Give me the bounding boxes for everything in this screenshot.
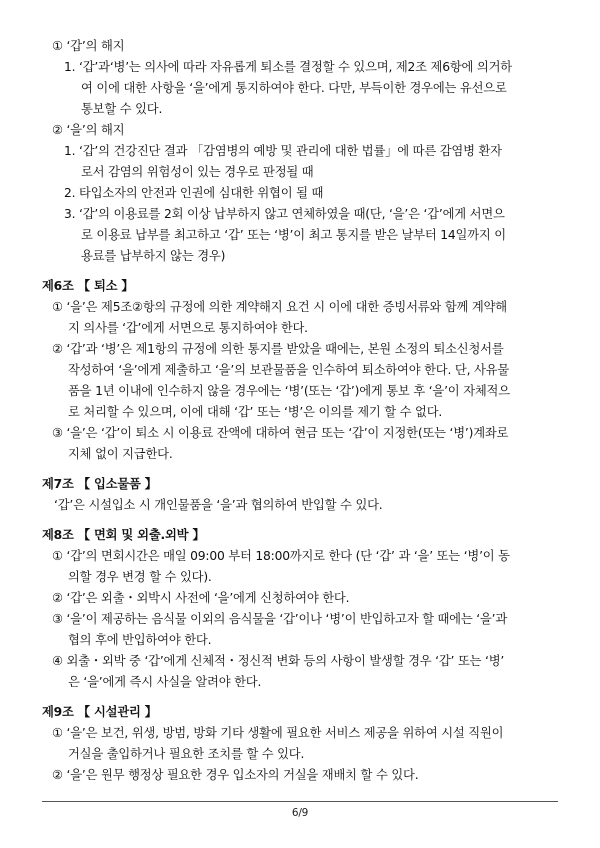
article-9-p1-line-1: ① ‘을’은 보건, 위생, 방범, 방화 기타 생활에 필요한 서비스 제공을 위하여 시설 직원이 xyxy=(52,726,504,740)
page-number: 6/9 xyxy=(291,807,309,819)
item-1-title: ① ‘갑’의 해지 xyxy=(52,39,125,53)
item-2-sub-2: 2. 타입소자의 안전과 인권에 심대한 위협이 될 때 xyxy=(64,186,324,200)
article-9-p2: ② ‘을’은 원무 행정상 필요한 경우 입소자의 거실을 재배치 할 수 있다. xyxy=(52,768,419,782)
article-6-p1-line-1: ① ‘을’은 제5조②항의 규정에 의한 계약해지 요건 시 이에 대한 증빙서류와 함께 계약해 xyxy=(52,300,507,314)
article-8-p1-line-2: 의할 경우 변경 할 수 있다). xyxy=(68,570,212,584)
item-2-sub-3-line-1: 3. ‘갑’의 이용료를 2회 이상 납부하지 않고 연체하였을 때(단, ‘을’은 ‘갑’에게 서면으 xyxy=(64,207,505,221)
article-9-heading: 제9조 【 시설관리 】 xyxy=(42,705,157,719)
item-1-sub-1-line-2: 여 이에 대한 사항을 ‘을’에게 통지하여야 한다. 다만, 부득이한 경우에는 유선으로 xyxy=(81,81,507,95)
article-6-p3-line-1: ③ ‘을’은 ‘갑’이 퇴소 시 이용료 잔액에 대하여 현금 또는 ‘갑’이 지정한(또는 ‘병’)계좌로 xyxy=(52,426,509,440)
footer-rule xyxy=(42,801,558,802)
item-2-sub-3-line-2: 로 이용료 납부를 최고하고 ‘갑’ 또는 ‘병’이 최고 통지를 받은 날부터 14일까지 이 xyxy=(81,228,506,242)
article-6-p2-line-1: ② ‘갑’과 ‘병’은 제1항의 규정에 의한 통지를 받았을 때에는, 본원 소정의 퇴소신청서를 xyxy=(52,342,504,356)
item-2-sub-1-line-2: 로서 감염의 위험성이 있는 경우로 판정될 때 xyxy=(81,165,314,179)
article-6-p2-line-3: 품을 1년 이내에 인수하지 않을 경우에는 ‘병’(또는 ‘갑’)에게 통보 후 ‘을’이 자체적으 xyxy=(68,384,510,398)
article-7-p1: ‘갑’은 시설입소 시 개인물품을 ‘을’과 협의하여 반입할 수 있다. xyxy=(54,498,383,512)
article-8-p1-line-1: ① ‘갑’의 면회시간은 매일 09:00 부터 18:00까지로 한다 (단 ‘갑’ 과 ‘을’ 또는 ‘병’이 동 xyxy=(52,549,510,563)
article-8-heading: 제8조 【 면회 및 외출.외박 】 xyxy=(42,528,205,542)
article-8-p4-line-1: ④ 외출・외박 중 ‘갑’에게 신체적・정신적 변화 등의 사항이 발생할 경우 ‘갑’ 또는 ‘병’ xyxy=(52,654,505,668)
item-1-sub-1-line-3: 통보할 수 있다. xyxy=(81,102,163,116)
item-2-sub-1-line-1: 1. ‘갑’의 건강진단 결과 「감염병의 예방 및 관리에 대한 법률」에 따른 감염병 환자 xyxy=(64,144,502,158)
article-7-heading: 제7조 【 입소물품 】 xyxy=(42,477,157,491)
item-2-sub-3-line-3: 용료를 납부하지 않는 경우) xyxy=(81,249,226,263)
article-9-p1-line-2: 거실을 출입하거나 필요한 조치를 할 수 있다. xyxy=(68,747,305,761)
article-8-p2: ② ‘갑’은 외출・외박시 사전에 ‘을’에게 신청하여야 한다. xyxy=(52,591,350,605)
article-6-p3-line-2: 지체 없이 지급한다. xyxy=(68,447,173,461)
article-8-p4-line-2: 은 ‘을’에게 즉시 사실을 알려야 한다. xyxy=(68,675,262,689)
item-1-sub-1-line-1: 1. ‘갑’과‘병’는 의사에 따라 자유롭게 퇴소를 결정할 수 있으며, 제2조 제6항에 의거하 xyxy=(64,60,512,74)
article-6-p2-line-2: 작성하여 ‘을’에게 제출하고 ‘을’의 보관물품을 인수하여 퇴소하여야 한다. 단, 사유물 xyxy=(68,363,510,377)
article-8-p3-line-2: 협의 후에 반입하여야 한다. xyxy=(68,633,212,647)
article-6-p1-line-2: 지 의사를 ‘갑’에게 서면으로 통지하여야 한다. xyxy=(68,321,308,335)
article-8-p3-line-1: ③ ‘을’이 제공하는 음식물 이외의 음식물을 ‘갑’이나 ‘병’이 반입하고자 할 때에는 ‘을’과 xyxy=(52,612,508,626)
article-6-heading: 제6조 【 퇴소 】 xyxy=(42,279,134,293)
article-6-p2-line-4: 로 처리할 수 있으며, 이에 대해 ‘갑’ 또는 ‘병’은 이의를 제기 할 수 없다. xyxy=(68,405,443,419)
item-2-title: ② ‘을’의 해지 xyxy=(52,123,125,137)
